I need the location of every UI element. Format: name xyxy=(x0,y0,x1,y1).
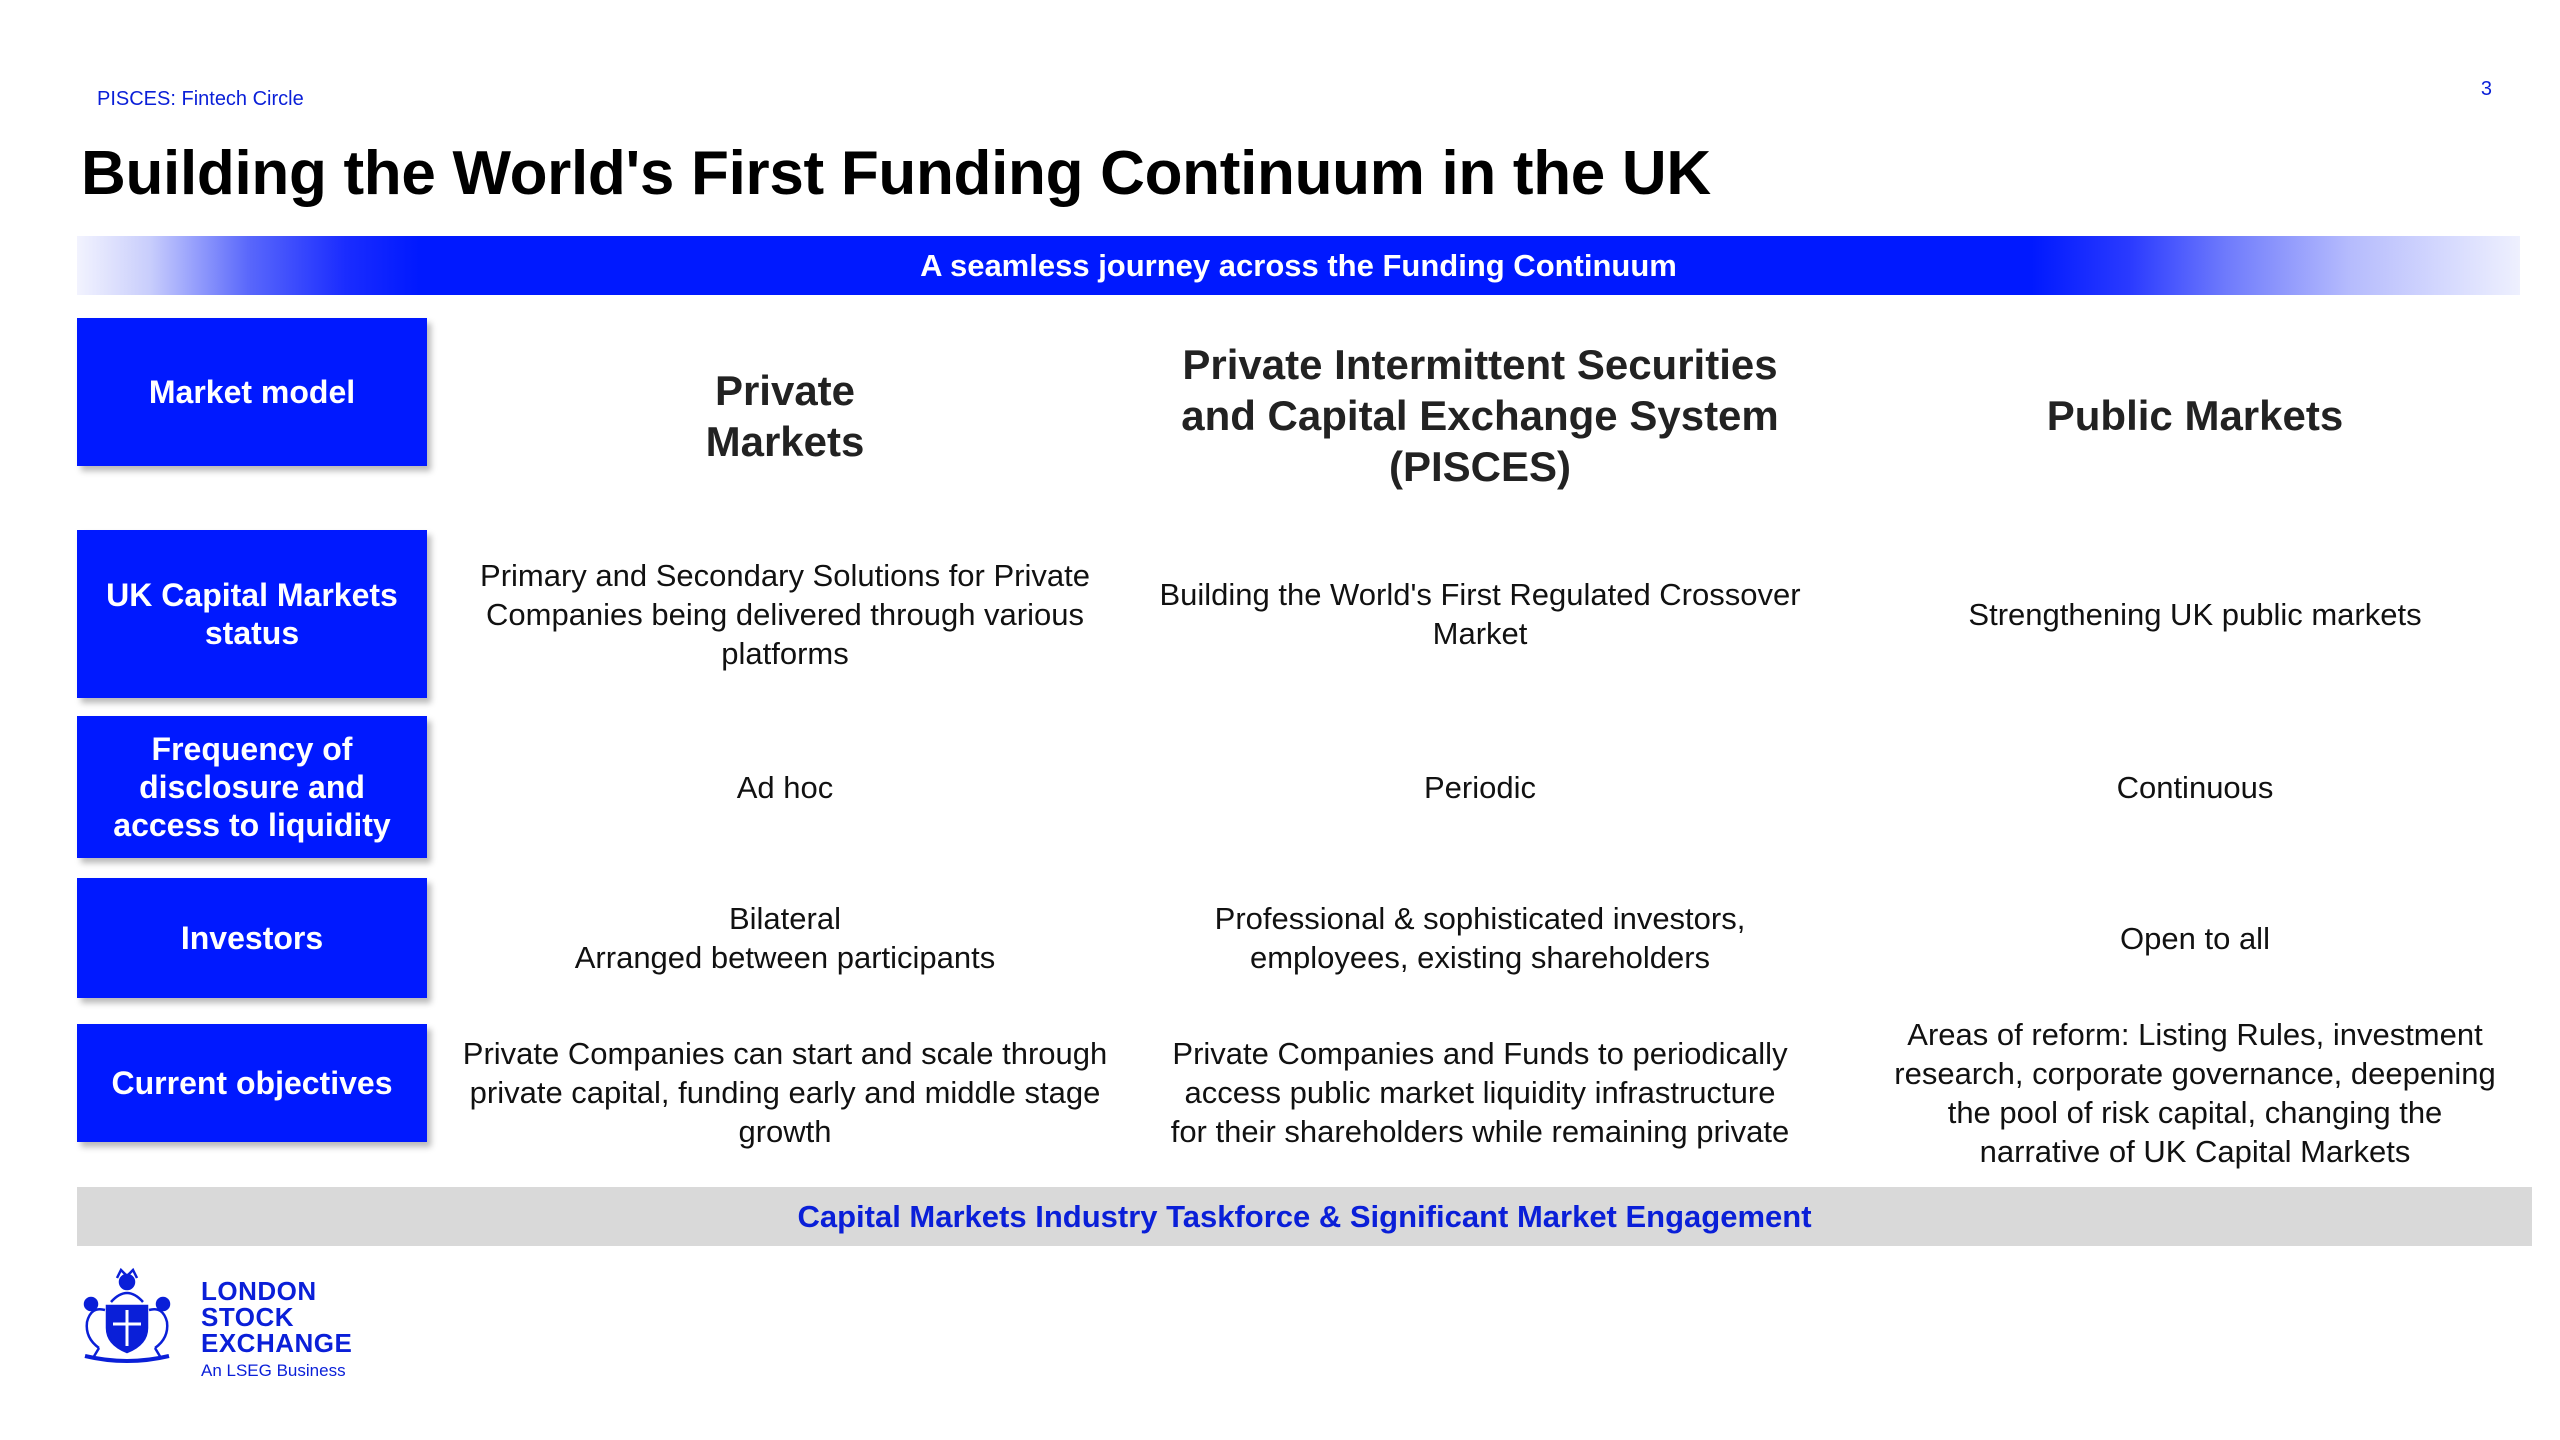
row-label-frequency xyxy=(77,716,427,858)
cell-text: Continuous xyxy=(2116,769,2274,805)
cell-status-public xyxy=(1850,530,2540,698)
cell-text: Ad hoc xyxy=(736,769,834,805)
cell-text: Private Markets xyxy=(705,366,865,465)
row-label-uk-capital-markets-status xyxy=(77,530,427,698)
row-label-market-model xyxy=(77,318,427,466)
cell-text: Strengthening UK public markets xyxy=(1968,596,2422,632)
banner: A seamless journey across the Funding Continuum xyxy=(77,236,2520,295)
row-label-investors xyxy=(77,878,427,998)
cell-frequency-private xyxy=(440,716,1130,858)
cell-text: Primary and Secondary Solutions for Private Companies being delivered through various platforms xyxy=(480,557,1090,671)
logo-line-3: EXCHANGE xyxy=(201,1328,353,1358)
cell-objectives-pisces xyxy=(1135,1020,1825,1165)
cell-investors-public xyxy=(1850,878,2540,998)
logo-line-2: STOCK xyxy=(201,1302,295,1332)
row-label-text: Frequency of disclosure and access to liquidity xyxy=(113,731,391,843)
cell-text: Public Markets xyxy=(2046,392,2344,439)
row-label-current-objectives xyxy=(77,1024,427,1142)
header-tag: PISCES: Fintech Circle xyxy=(97,88,304,110)
cell-public-markets-heading xyxy=(1850,318,2540,513)
cell-pisces-heading xyxy=(1135,318,1825,513)
page-number: 3 xyxy=(2480,78,2492,100)
cell-investors-pisces xyxy=(1135,878,1825,998)
cell-status-private xyxy=(440,530,1130,698)
row-label-text: Investors xyxy=(180,920,324,956)
cell-private-markets-heading xyxy=(440,318,1130,513)
cell-text: Private Companies and Funds to periodically access public market liquidity infrastructure for their shareholders while remaining private xyxy=(1170,1036,1790,1149)
logo-subtitle: An LSEG Business xyxy=(201,1361,346,1380)
cell-objectives-public xyxy=(1850,1016,2540,1169)
cell-text: Private Intermittent Securities and Capital Exchange System (PISCES) xyxy=(1181,341,1779,490)
cell-objectives-private xyxy=(440,1020,1130,1165)
cell-text: Areas of reform: Listing Rules, investment research, corporate governance, deepening the pool of risk capital, changing the narrative of UK Capital Markets xyxy=(1894,1016,2496,1169)
logo-line-1: LONDON xyxy=(201,1276,317,1306)
footer-bar: Capital Markets Industry Taskforce & Significant Market Engagement xyxy=(77,1187,2532,1246)
cell-investors-private xyxy=(440,878,1130,998)
cell-text: Bilateral Arranged between participants xyxy=(574,901,996,975)
cell-text: Building the World's First Regulated Crossover Market xyxy=(1159,577,1801,651)
row-label-text: UK Capital Markets status xyxy=(106,577,398,651)
lse-crest-icon xyxy=(77,1266,177,1366)
cell-text: Private Companies can start and scale through private capital, funding early and middle stage growth xyxy=(462,1036,1108,1149)
lse-logo xyxy=(77,1266,352,1381)
page-title: Building the World's First Funding Continuum in the UK xyxy=(81,139,1711,208)
cell-frequency-public xyxy=(1850,716,2540,858)
cell-text: Periodic xyxy=(1424,769,1536,805)
row-label-text: Current objectives xyxy=(111,1065,393,1101)
cell-frequency-pisces xyxy=(1135,716,1825,858)
cell-status-pisces xyxy=(1135,530,1825,698)
row-label-text: Market model xyxy=(148,374,356,410)
cell-text: Open to all xyxy=(2120,920,2270,956)
cell-text: Professional & sophisticated investors, employees, existing shareholders xyxy=(1214,901,1746,975)
